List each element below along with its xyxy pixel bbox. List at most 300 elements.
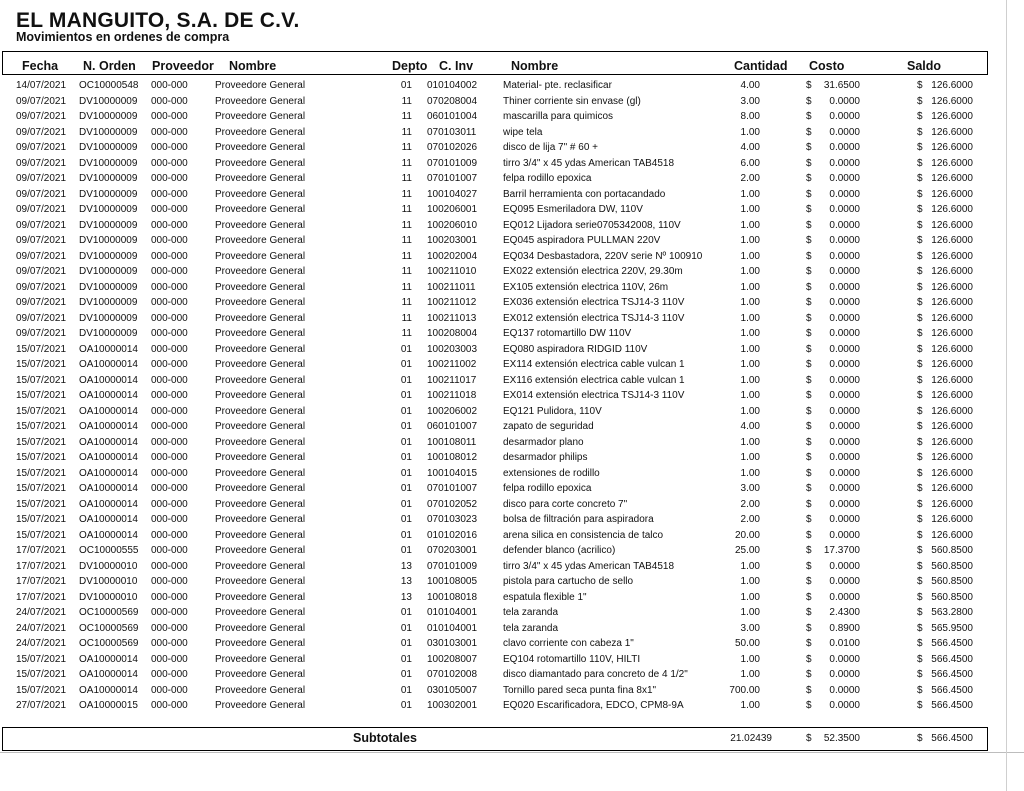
cell-fecha: 09/07/2021 [16,157,67,169]
cell-costo-value: 0.0000 [829,529,860,541]
cell-saldo [917,388,973,404]
table-row [0,605,1024,621]
cell-item: arena silica en consistencia de talco [503,529,664,541]
cell-item: EX036 extensión electrica TSJ14-3 110V [503,297,685,308]
cell-costo [806,466,860,482]
cell-costo-value: 0.0000 [829,219,860,231]
cell-cinv: 010104002 [427,80,478,91]
cell-fecha: 09/07/2021 [16,111,67,122]
table-row [0,187,1024,203]
currency-symbol: $ [806,188,812,200]
cell-costo-value: 0.0000 [829,235,860,246]
cell-orden: OC10000555 [79,545,139,556]
cell-costo [806,295,860,311]
cell-saldo-value: 126.6000 [931,312,973,324]
cell-orden: DV10000009 [79,142,138,153]
cell-saldo-value: 126.6000 [931,483,973,494]
cell-costo-value: 0.0000 [829,576,860,587]
cell-item: disco de lija 7" # 60 + [503,142,598,153]
cell-proveedor: 000-000 [151,204,188,215]
currency-symbol: $ [806,312,812,324]
cell-nombre: Proveedore General [215,312,306,324]
cell-cantidad: 1.00 [740,328,760,339]
currency-symbol: $ [917,576,923,587]
cell-cantidad: 1.00 [740,560,760,572]
cell-fecha: 17/07/2021 [16,591,67,603]
cell-item: Thiner corriente sin envase (gl) [503,95,641,107]
cell-costo [806,450,860,466]
currency-symbol: $ [917,405,923,417]
cell-saldo [917,574,973,590]
table-row [0,249,1024,265]
table-row [0,373,1024,389]
cell-saldo [917,295,973,311]
cell-item: EQ095 Esmeriladora DW, 110V [503,204,643,215]
cell-item: Tornillo pared seca punta fina 8x1" [503,684,657,696]
table-row [0,450,1024,466]
col-header-cantidad: Cantidad [734,59,788,73]
cell-saldo [917,512,973,528]
cell-orden: DV10000009 [79,126,138,138]
table-row [0,621,1024,637]
currency-symbol: $ [806,529,812,541]
company-title: EL MANGUITO, S.A. DE C.V. [16,9,300,32]
currency-symbol: $ [806,607,812,618]
cell-saldo-value: 560.8500 [931,576,973,587]
cell-proveedor: 000-000 [151,95,188,107]
cell-item: desarmador plano [503,436,584,448]
cell-depto: 01 [400,529,412,541]
cell-costo-value: 0.0000 [829,126,860,138]
cell-orden: OA10000014 [79,343,138,355]
table-row [0,280,1024,296]
cell-costo [806,698,860,714]
cell-costo [806,652,860,668]
table-row [0,543,1024,559]
cell-proveedor: 000-000 [151,421,188,432]
currency-symbol: $ [806,684,812,696]
cell-costo [806,667,860,683]
cell-item: wipe tela [503,126,543,138]
cell-saldo [917,342,973,358]
cell-item: Material- pte. reclasificar [503,80,612,91]
cell-orden: DV10000010 [79,591,138,603]
cell-orden: OA10000014 [79,374,138,386]
currency-symbol: $ [806,111,812,122]
currency-symbol: $ [917,591,923,603]
currency-symbol: $ [806,591,812,603]
cell-item: EX105 extensión electrica 110V, 26m [503,281,669,293]
cell-saldo [917,202,973,218]
cell-saldo [917,94,973,110]
cell-orden: OA10000014 [79,359,138,370]
cell-proveedor: 000-000 [151,80,188,91]
currency-symbol: $ [806,483,812,494]
cell-orden: DV10000009 [79,157,138,169]
cell-saldo [917,559,973,575]
cell-costo-value: 0.0000 [829,653,860,665]
cell-orden: OA10000014 [79,452,138,463]
currency-symbol: $ [806,452,812,463]
cell-fecha: 09/07/2021 [16,142,67,153]
cell-costo [806,109,860,125]
cell-fecha: 15/07/2021 [16,374,67,386]
cell-cantidad: 1.00 [740,219,760,231]
cell-cantidad: 25.00 [734,545,760,556]
cell-fecha: 09/07/2021 [16,266,67,277]
cell-depto: 11 [401,173,412,184]
cell-item: tirro 3/4" x 45 ydas American TAB4518 [503,560,675,572]
cell-cantidad: 1.00 [740,204,760,215]
cell-item: EX012 extensión electrica TSJ14-3 110V [503,312,685,324]
cell-saldo [917,621,973,637]
cell-saldo-value: 566.4500 [931,653,973,665]
cell-saldo-value: 126.6000 [931,529,973,541]
table-row [0,636,1024,652]
cell-cinv: 100211011 [427,281,476,293]
cell-cinv: 100211010 [427,266,477,277]
cell-proveedor: 000-000 [151,343,188,355]
cell-saldo [917,605,973,621]
cell-cinv: 100108012 [427,452,478,463]
cell-nombre: Proveedore General [215,235,306,246]
cell-item: zapato de seguridad [503,421,594,432]
cell-depto: 01 [400,514,412,525]
cell-saldo [917,450,973,466]
cell-costo-value: 0.0000 [829,328,860,339]
cell-item: EQ045 aspiradora PULLMAN 220V [503,235,661,246]
cell-saldo [917,156,973,172]
cell-proveedor: 000-000 [151,266,188,277]
cell-fecha: 09/07/2021 [16,188,67,200]
cell-saldo [917,140,973,156]
cell-cinv: 010104001 [427,607,478,618]
currency-symbol: $ [917,281,923,293]
cell-depto: 01 [400,483,412,494]
cell-fecha: 15/07/2021 [16,390,67,401]
cell-depto: 11 [401,328,412,339]
currency-symbol: $ [806,281,812,293]
table-row [0,140,1024,156]
cell-item: EQ012 Lijadora serie0705342008, 110V [503,219,681,231]
cell-nombre: Proveedore General [215,638,306,649]
cell-saldo [917,667,973,683]
currency-symbol: $ [806,142,812,153]
cell-item: EX014 extensión electrica TSJ14-3 110V [503,390,685,401]
cell-item: extensiones de rodillo [503,467,600,479]
cell-nombre: Proveedore General [215,483,306,494]
cell-item: tela zaranda [503,607,559,618]
table-row [0,574,1024,590]
cell-cinv: 100206010 [427,219,478,231]
cell-depto: 11 [401,266,412,277]
cell-depto: 11 [401,126,412,138]
cell-cinv: 100211018 [427,390,477,401]
cell-depto: 01 [400,359,412,370]
cell-costo [806,233,860,249]
cell-saldo-value: 126.6000 [931,204,973,215]
cell-depto: 01 [400,498,412,510]
cell-cantidad: 3.00 [740,622,760,634]
cell-cantidad: 1.00 [740,591,760,603]
cell-orden: DV10000010 [79,576,138,587]
subtotal-costo-value: 52.3500 [823,733,860,744]
currency-symbol: $ [917,436,923,448]
cell-orden: DV10000009 [79,235,138,246]
cell-saldo-value: 126.6000 [931,452,973,463]
cell-orden: DV10000009 [79,204,138,215]
cell-costo-value: 0.0000 [829,204,860,215]
cell-cantidad: 1.00 [740,436,760,448]
cell-depto: 01 [400,684,412,696]
cell-cinv: 100211013 [427,312,477,324]
cell-saldo [917,481,973,497]
cell-item: felpa rodillo epoxica [503,483,592,494]
cell-saldo-value: 126.6000 [931,374,973,386]
cell-fecha: 09/07/2021 [16,204,67,215]
table-row [0,78,1024,94]
cell-cinv: 100108018 [427,591,478,603]
cell-costo [806,404,860,420]
report-subtitle: Movimientos en ordenes de compra [16,30,230,44]
cell-saldo [917,419,973,435]
cell-proveedor: 000-000 [151,436,188,448]
currency-symbol: $ [917,328,923,339]
currency-symbol: $ [806,560,812,572]
cell-fecha: 15/07/2021 [16,653,67,665]
cell-proveedor: 000-000 [151,622,188,634]
cell-cinv: 100211002 [427,359,477,370]
cell-cinv: 070102026 [427,142,478,153]
cell-costo-value: 17.3700 [823,545,860,556]
cell-costo [806,249,860,265]
cell-saldo [917,187,973,203]
cell-saldo-value: 126.6000 [931,343,973,355]
cell-saldo [917,435,973,451]
cell-item: clavo corriente con cabeza 1" [503,638,634,649]
cell-saldo-value: 566.4500 [931,700,973,711]
cell-cantidad: 1.00 [740,266,760,277]
cell-costo [806,357,860,373]
cell-fecha: 15/07/2021 [16,684,67,696]
cell-costo-value: 0.0000 [829,374,860,386]
cell-cinv: 070101007 [427,483,478,494]
currency-symbol: $ [806,374,812,386]
table-row [0,388,1024,404]
table-row [0,109,1024,125]
cell-cinv: 100206001 [427,204,478,215]
cell-orden: OA10000014 [79,529,138,541]
cell-saldo [917,109,973,125]
cell-fecha: 09/07/2021 [16,235,67,246]
col-header-saldo: Saldo [907,59,942,73]
cell-cantidad: 4.00 [740,80,760,91]
cell-costo [806,125,860,141]
table-row [0,171,1024,187]
cell-costo [806,187,860,203]
cell-saldo-value: 126.6000 [931,219,973,231]
cell-orden: OC10000569 [79,622,139,634]
cell-saldo-value: 126.6000 [931,188,973,200]
cell-cantidad: 1.00 [740,700,760,711]
cell-proveedor: 000-000 [151,467,188,479]
cell-costo [806,264,860,280]
cell-fecha: 15/07/2021 [16,514,67,525]
cell-orden: OA10000015 [79,700,138,711]
col-header-depto: Depto [392,59,428,73]
cell-saldo [917,543,973,559]
table-row [0,233,1024,249]
cell-costo-value: 0.0000 [829,405,860,417]
cell-proveedor: 000-000 [151,545,188,556]
cell-fecha: 24/07/2021 [16,622,67,634]
cell-item: EX116 extensión electrica cable vulcan 1 [503,374,685,386]
cell-depto: 01 [400,421,412,432]
cell-proveedor: 000-000 [151,669,188,680]
cell-saldo [917,218,973,234]
cell-fecha: 27/07/2021 [16,700,67,711]
cell-depto: 01 [400,545,412,556]
cell-costo-value: 0.0000 [829,281,860,293]
cell-depto: 13 [400,576,412,587]
cell-depto: 01 [400,436,412,448]
cell-costo [806,342,860,358]
table-row [0,311,1024,327]
cell-orden: DV10000009 [79,328,138,339]
cell-cantidad: 1.00 [740,250,760,262]
cell-orden: DV10000009 [79,281,138,293]
subtotals-label: Subtotales [353,731,417,745]
cell-proveedor: 000-000 [151,405,188,417]
cell-costo-value: 0.0000 [829,467,860,479]
cell-orden: OA10000014 [79,669,138,680]
currency-symbol: $ [917,514,923,525]
cell-costo [806,78,860,94]
cell-nombre: Proveedore General [215,111,306,122]
cell-item: EQ080 aspiradora RIDGID 110V [503,343,648,355]
currency-symbol: $ [806,173,812,184]
cell-nombre: Proveedore General [215,452,306,463]
cell-depto: 01 [400,405,412,417]
col-header-nombre: Nombre [229,59,277,73]
table-row [0,264,1024,280]
cell-costo-value: 0.0000 [829,560,860,572]
cell-costo [806,326,860,342]
cell-nombre: Proveedore General [215,653,306,665]
cell-proveedor: 000-000 [151,390,188,401]
currency-symbol: $ [917,545,923,556]
cell-cinv: 070101007 [427,173,478,184]
cell-saldo-value: 126.6000 [931,436,973,448]
cell-proveedor: 000-000 [151,111,188,122]
table-row [0,218,1024,234]
cell-fecha: 15/07/2021 [16,343,67,355]
cell-depto: 13 [400,591,412,603]
cell-item: defender blanco (acrilico) [503,545,616,556]
cell-costo-value: 0.0000 [829,297,860,308]
currency-symbol: $ [917,235,923,246]
cell-costo-value: 0.0000 [829,173,860,184]
cell-proveedor: 000-000 [151,173,188,184]
table-row [0,295,1024,311]
cell-depto: 01 [400,607,412,618]
cell-proveedor: 000-000 [151,452,188,463]
cell-orden: DV10000009 [79,250,138,262]
currency-symbol: $ [917,607,923,618]
currency-symbol: $ [917,421,923,432]
cell-proveedor: 000-000 [151,126,188,138]
cell-saldo-value: 565.9500 [931,622,973,634]
cell-costo-value: 0.0000 [829,700,860,711]
cell-orden: DV10000009 [79,95,138,107]
cell-proveedor: 000-000 [151,157,188,169]
cell-proveedor: 000-000 [151,142,188,153]
cell-nombre: Proveedore General [215,576,306,587]
movements-table [0,78,1024,714]
currency-symbol: $ [806,436,812,448]
cell-costo [806,543,860,559]
currency-symbol: $ [806,498,812,510]
cell-depto: 11 [401,204,412,215]
cell-costo [806,512,860,528]
cell-orden: DV10000009 [79,111,138,122]
cell-nombre: Proveedore General [215,498,306,510]
cell-nombre: Proveedore General [215,173,306,184]
cell-cantidad: 1.00 [740,188,760,200]
cell-nombre: Proveedore General [215,545,306,556]
currency-symbol: $ [917,188,923,200]
cell-saldo [917,264,973,280]
currency-symbol: $ [917,312,923,324]
cell-proveedor: 000-000 [151,700,188,711]
currency-symbol: $ [917,157,923,169]
page-right-rule [1006,0,1007,791]
cell-fecha: 09/07/2021 [16,95,67,107]
cell-cantidad: 1.00 [740,235,760,246]
cell-saldo-value: 126.6000 [931,359,973,370]
cell-costo [806,636,860,652]
cell-fecha: 15/07/2021 [16,467,67,479]
table-row [0,94,1024,110]
cell-saldo [917,404,973,420]
cell-proveedor: 000-000 [151,607,188,618]
cell-cantidad: 1.00 [740,653,760,665]
currency-symbol: $ [917,653,923,665]
cell-nombre: Proveedore General [215,80,306,91]
cell-proveedor: 000-000 [151,560,188,572]
cell-saldo [917,373,973,389]
cell-fecha: 15/07/2021 [16,452,67,463]
table-row [0,652,1024,668]
cell-costo-value: 0.0000 [829,359,860,370]
cell-saldo-value: 563.2800 [931,607,973,618]
cell-costo-value: 0.0000 [829,421,860,432]
cell-item: disco diamantado para concreto de 4 1/2" [503,669,688,680]
cell-item: desarmador philips [503,452,588,463]
table-row [0,683,1024,699]
cell-cantidad: 3.00 [740,483,760,494]
currency-symbol: $ [806,576,812,587]
cell-nombre: Proveedore General [215,591,306,603]
cell-costo-value: 0.0000 [829,111,860,122]
cell-item: disco para corte concreto 7" [503,498,628,510]
cell-depto: 01 [400,80,412,91]
currency-symbol: $ [806,700,812,711]
cell-nombre: Proveedore General [215,204,306,215]
table-row [0,698,1024,714]
currency-symbol: $ [917,452,923,463]
cell-depto: 11 [401,235,412,246]
